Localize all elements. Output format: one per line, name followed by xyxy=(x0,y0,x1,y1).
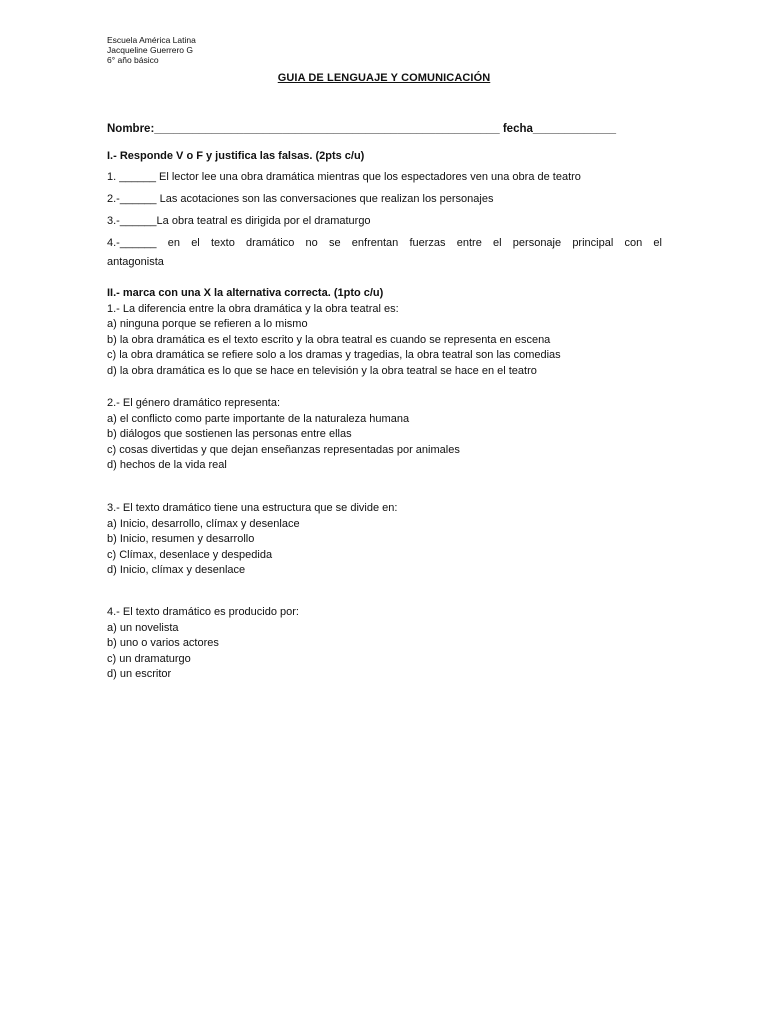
document-header xyxy=(107,35,196,65)
section-1-item: 3.-______La obra teatral es dirigida por el dramaturgo xyxy=(107,215,371,227)
section-2-question-4 xyxy=(107,605,667,683)
answer-option: b) uno o varios actores xyxy=(107,637,219,650)
section-1-item-continuation: antagonista xyxy=(107,256,164,268)
answer-option: c) cosas divertidas y que dejan enseñanzas representadas por animales xyxy=(107,443,460,456)
answer-option: b) diálogos que sostienen las personas entre ellas xyxy=(107,428,352,441)
teacher-name: Jacqueline Guerrero G xyxy=(107,45,193,55)
question-text: 1.- La diferencia entre la obra dramática y la obra teatral es: xyxy=(107,302,399,315)
nombre-fecha-line: Nombre:______________________________________________________ fecha_____________ xyxy=(107,123,617,135)
answer-option: c) un dramaturgo xyxy=(107,652,191,665)
section-1-item: 2.-______ Las acotaciones son las conversaciones que realizan los personajes xyxy=(107,193,494,205)
answer-option: b) la obra dramática es el texto escrito y la obra teatral es cuando se representa en escena xyxy=(107,333,551,346)
answer-option: a) Inicio, desarrollo, clímax y desenlace xyxy=(107,517,300,530)
answer-option: a) un novelista xyxy=(107,621,179,634)
section-2-question-2 xyxy=(107,396,667,474)
answer-option: d) hechos de la vida real xyxy=(107,459,227,472)
section-2-question-3 xyxy=(107,501,667,579)
answer-option: d) Inicio, clímax y desenlace xyxy=(107,564,246,577)
answer-option: a) el conflicto como parte importante de la naturaleza humana xyxy=(107,412,410,425)
answer-option: c) Clímax, desenlace y despedida xyxy=(107,548,273,561)
answer-option: d) la obra dramática es lo que se hace en televisión y la obra teatral se hace en el teatro xyxy=(107,364,537,377)
section-1-heading: I.- Responde V o F y justifica las falsas. (2pts c/u) xyxy=(107,150,365,162)
section-1 xyxy=(107,150,662,278)
question-text: 3.- El texto dramático tiene una estructura que se divide en: xyxy=(107,502,398,514)
section-1-item: 1. ______ El lector lee una obra dramática mientras que los espectadores ven una obra de teatro xyxy=(107,171,581,183)
answer-option: b) Inicio, resumen y desarrollo xyxy=(107,533,255,546)
section-1-item: 4.-______ en el texto dramático no se enfrentan fuerzas entre el personaje principal con el xyxy=(107,237,662,249)
school-name: Escuela América Latina xyxy=(107,35,196,45)
answer-option: d) un escritor xyxy=(107,668,172,681)
answer-option: a) ninguna porque se refieren a lo mismo xyxy=(107,318,308,331)
document-title: GUIA DE LENGUAJE Y COMUNICACIÓN xyxy=(277,72,491,84)
grade-level: 6° año básico xyxy=(107,55,159,65)
section-2-heading: II.- marca con una X la alternativa correcta. (1pto c/u) xyxy=(107,287,384,299)
question-text: 4.- El texto dramático es producido por: xyxy=(107,606,299,618)
section-2-question-1 xyxy=(107,286,667,380)
answer-option: c) la obra dramática se refiere solo a los dramas y tragedias, la obra teatral son las comedias xyxy=(107,349,561,362)
question-text: 2.- El género dramático representa: xyxy=(107,397,281,409)
